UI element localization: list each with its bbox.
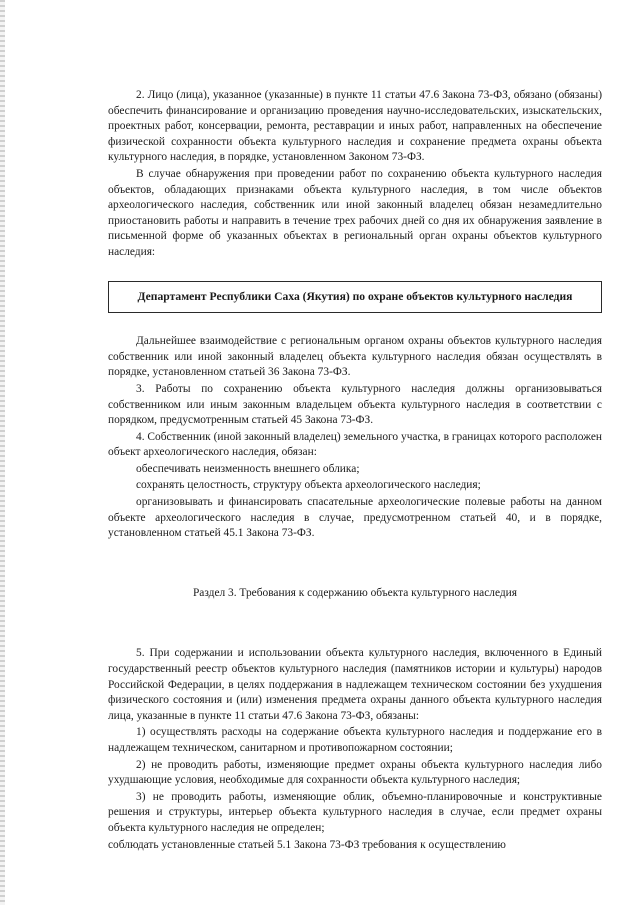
scan-edge bbox=[0, 0, 5, 905]
section-heading: Раздел 3. Требования к содержанию объекта культурного наследия bbox=[192, 586, 518, 599]
duty-rescue-works: организовывать и финансировать спасательные археологические полевые работы на данном объекте археологического наследия в случае, предусмотренном статьей 40, и в порядке, установленном статьей 45.1 Закона 73-ФЗ. bbox=[108, 496, 602, 540]
item-2: 2) не проводить работы, изменяющие предмет охраны объекта культурного наследия либо ухудшающие условия, необходимые для сохранности объекта культурного наследия; bbox=[108, 758, 602, 787]
paragraph-2: 2. Лицо (лица), указанное (указанные) в пункте 11 статьи 47.6 Закона 73-ФЗ, обязано (обязаны) обеспечить финансирование и организацию проведения научно-исследовательских, изыскательских, проектных работ, консервации, ремонта, реставрации и иных работ, направленных на обеспечение физической сохранности объекта культурного наследия и сохранение предмета охраны объекта культурного наследия, в порядке, установленном Законом 73-ФЗ. bbox=[108, 89, 602, 164]
item-3: 3) не проводить работы, изменяющие облик, объемно-планировочные и конструктивные решения и структуры, интерьер объекта культурного наследия в случае, если предмет охраны объекта культурного наследия не определен; bbox=[108, 790, 602, 834]
paragraph-4: 4. Собственник (иной законный владелец) земельного участка, в границах которого расположен объект археологического наследия, обязан: bbox=[108, 430, 602, 459]
item-1: 1) осуществлять расходы на содержание объекта культурного наследия и поддержание его в надлежащем техническом, санитарном и противопожарном состоянии; bbox=[108, 726, 602, 754]
paragraph-observe: соблюдать установленные статьей 5.1 Закона 73-ФЗ требования к осуществлению bbox=[108, 838, 506, 851]
duty-appearance: обеспечивать неизменность внешнего облика; bbox=[136, 462, 360, 475]
department-notice-box: Департамент Республики Саха (Якутия) по охране объектов культурного наследия bbox=[108, 281, 602, 314]
paragraph-discovery: В случае обнаружения при проведении работ по сохранению объекта культурного наследия объектов, обладающих признаками объекта культурного наследия, в том числе объектов археологического наследия, собственник или иной законный владелец обязан незамедлительно приостановить работы и направить в течение трех рабочих дней со дня их обнаружения заявление в письменной форме об указанных объектах в региональный орган охраны объектов культурного наследия: bbox=[108, 167, 602, 258]
paragraph-3: 3. Работы по сохранению объекта культурного наследия должны организовываться собственником или иным законным владельцем объекта культурного наследия в соответствии с порядком, предусмотренным статьей 45 Закона 73-ФЗ. bbox=[108, 382, 602, 427]
paragraph-5: 5. При содержании и использовании объекта культурного наследия, включенного в Единый государственный реестр объектов культурного наследия (памятников истории и культуры) народов Российской Федерации, в целях поддержания в надлежащем техническом состоянии без ухудшения физического состояния и (или) изменения предмета охраны данного объекта культурного наследия лица, указанные в пункте 11 статьи 47.6 Закона 73-ФЗ, обязаны: bbox=[108, 647, 602, 722]
document-page bbox=[108, 88, 602, 853]
duty-integrity: сохранять целостность, структуру объекта археологического наследия; bbox=[136, 479, 481, 492]
paragraph-interaction: Дальнейшее взаимодействие с региональным органом охраны объектов культурного наследия собственник или иной законный владелец объекта культурного наследия обязан осуществлять в порядке, установленном статьей 36 Закона 73-ФЗ. bbox=[108, 335, 602, 379]
